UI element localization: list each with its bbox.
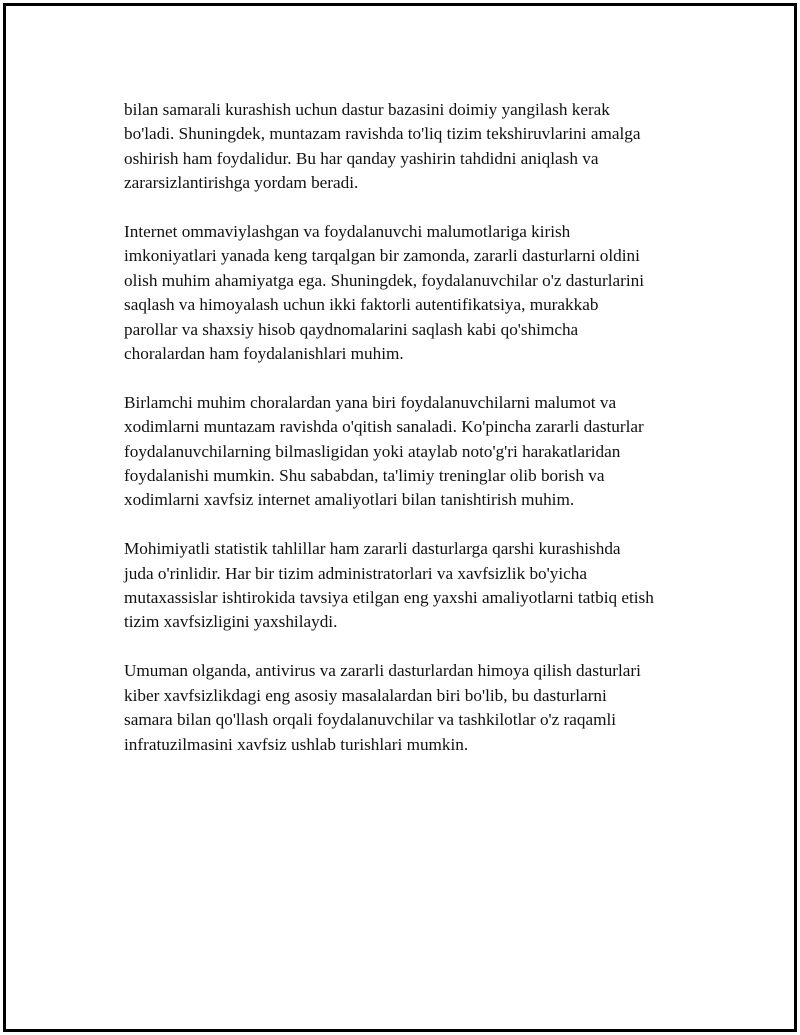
page-frame xyxy=(3,3,797,1032)
paragraph-1: bilan samarali kurashish uchun dastur bazasini doimiy yangilash kerak bo'ladi. Shuningdek, muntazam ravishda to'liq tizim tekshiruvlarini amalga oshirish ham foydalidur. Bu har qanday yashirin tahdidni aniqlash va zararsizlantirishga yordam beradi. xyxy=(124,100,641,193)
document-body xyxy=(124,98,704,781)
paragraph-3: Birlamchi muhim choralardan yana biri foydalanuvchilarni malumot va xodimlarni muntazam ravishda o'qitish sanaladi. Ko'pincha zararli dasturlar foydalanuvchilarning bilmasligidan yoki ataylab noto'g'ri harakatlaridan foydalanishi mumkin. Shu sababdan, ta'limiy treninglar olib borish va xodimlarni xavfsiz internet amaliyotlari bilan tanishtirish muhim. xyxy=(124,392,644,510)
paragraph-5: Umuman olganda, antivirus va zararli dasturlardan himoya qilish dasturlari kiber xavfsizlikdagi eng asosiy masalalardan biri bo'lib, bu dasturlarni samara bilan qo'llash orqali foydalanuvchilar va tashkilotlar o'z raqamli infratuzilmasini xavfsiz ushlab turishlari mumkin. xyxy=(124,661,641,754)
paragraph-2: Internet ommaviylashgan va foydalanuvchi malumotlariga kirish imkoniyatlari yanada keng tarqalgan bir zamonda, zararli dasturlarni oldini olish muhim ahamiyatga ega. Shuningdek, foydalanuvchilar o'z dasturlarini saqlash va himoyalash uchun ikki faktorli autentifikatsiya, murakkab parollar va shaxsiy hisob qaydnomalarini saqlash kabi qo'shimcha choralardan ham foydalanishlari muhim. xyxy=(124,222,645,364)
paragraph-4: Mohimiyatli statistik tahlillar ham zararli dasturlarga qarshi kurashishda juda o'rinlidir. Har bir tizim administratorlari va xavfsizlik bo'yicha mutaxassislar ishtirokida tavsiya etilgan eng yaxshi amaliyotlarni tatbiq etish tizim xavfsizligini yaxshilaydi. xyxy=(124,539,654,632)
